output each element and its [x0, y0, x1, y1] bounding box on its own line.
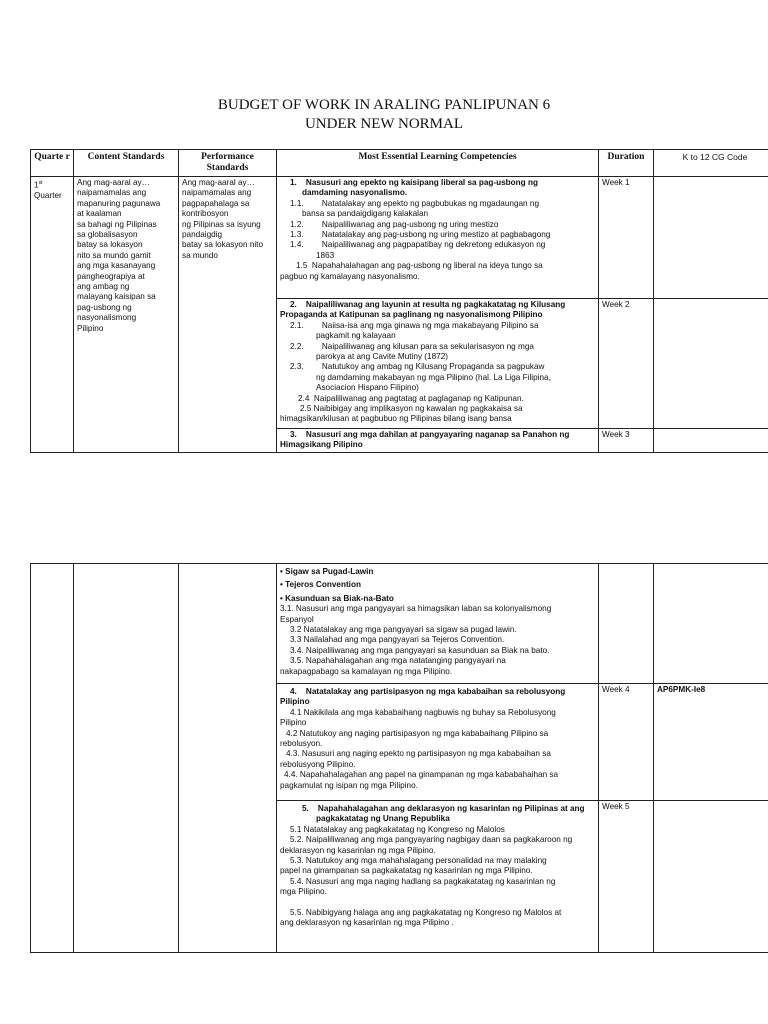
text-line: mga Pilipino. [280, 887, 327, 897]
text-line: ng Pilipinas sa isyung [182, 219, 261, 229]
text-line: malayang kaisipan sa [77, 292, 156, 302]
melc-cell-2 [277, 299, 599, 429]
text-line: 3. Nasusuri ang mga dahilan at pangyayaring naganap sa Panahon ng [290, 430, 570, 439]
text-line: pagkamulat ng isipan ng mga Pilipino. [280, 780, 418, 790]
text-line: Pilipino [280, 697, 310, 707]
table-row [31, 564, 768, 684]
title-line-1: BUDGET OF WORK IN ARALING PANLIPUNAN 6 [217, 97, 551, 113]
text-line: 3.5. Napahahalagahan ang mga natatanging pangyayari na [290, 656, 506, 666]
text-line: 3.3 Nailalahad ang mga pangyayari sa Tejeros Convention. [290, 635, 505, 645]
duration-cell: Week 3 [599, 429, 654, 453]
text-line: 1.4. Naipaliliwanag ang pagpapatibay ng dekretong edukasyon ng [290, 240, 546, 250]
text-line: 1863 [316, 250, 335, 260]
text-line: • Kasunduan sa Biak-na-Bato [280, 593, 394, 603]
content-standards-cell [74, 564, 179, 953]
header-melc: Most Essential Learning Competencies [277, 150, 599, 177]
text-line: 4. Natatalakay ang partisipasyon ng mga kababaihan sa rebolusyong [290, 687, 566, 696]
text-line: pangheograpiya at [77, 271, 145, 281]
text-line: pagkamit ng kalayaan [316, 331, 396, 341]
cg-code-cell: AP6PMK-Ie8 [654, 684, 768, 801]
melc-cell-1 [277, 177, 599, 299]
text-line: damdaming nasyonalismo. [302, 188, 408, 198]
text-line: pandaigdig [182, 230, 223, 240]
text-line: 4.4. Napahahalagahan ang papel na ginampanan ng mga kababahaihan sa [284, 770, 559, 780]
quarter-number: 1 [34, 180, 39, 190]
duration-cell: Week 2 [599, 299, 654, 429]
text-line: 5.3. Natutukoy ang mga mahahalagang personalidad na may malaking [290, 856, 547, 866]
content-standards-cell [74, 177, 179, 453]
text-line: batay sa lokasyon [77, 240, 143, 250]
text-line: mapanuring pagunawa [77, 198, 161, 208]
text-line: himagsikan/kilusan at pagbubuo ng Pilipinas bilang isang bansa [280, 414, 512, 424]
text-line: pag-usbong ng [77, 302, 132, 312]
cg-code-cell [654, 801, 768, 953]
text-line: 1.1. Natatalakay ang epekto ng pagbubukas ng mgadaungan ng [290, 198, 539, 208]
text-line: 4.1 Nakikilala ang mga kababaihang nagbuwis ng buhay sa Rebolusyong [290, 707, 556, 717]
text-line: 5. Napahahalagahan ang deklarasyon ng kasarinlan ng Pilipinas at ang [302, 804, 585, 813]
cg-code-cell [654, 429, 768, 453]
text-line: sa bahagi ng Pilipinas [77, 219, 157, 229]
duration-cell [599, 564, 654, 684]
header-quarter: Quarte r [31, 150, 74, 177]
title-line-2: UNDER NEW NORMAL [304, 116, 464, 132]
text-line: Pilipino [77, 323, 104, 333]
duration-cell: Week 1 [599, 177, 654, 299]
text-line: 5.1 Natatalakay ang pagkakatatag ng Kongreso ng Malolos [290, 824, 505, 834]
text-line: ng damdaming makabayan ng mga Pilipino (hal. La Liga Filipina, [316, 372, 551, 382]
table-row [31, 177, 768, 299]
text-line: Himagsikang Pilipino [280, 440, 363, 450]
header-row [31, 150, 768, 177]
duration-cell: Week 4 [599, 684, 654, 801]
text-line: naipamamalas ang [182, 188, 252, 198]
text-line: kontribosyon [182, 209, 229, 219]
text-line: Espanyol [280, 614, 314, 624]
text-line: 2.1. Naiisa-isa ang mga ginawa ng mga makabayang Pilipino sa [290, 320, 539, 330]
text-line: bansa sa pandaigdigang kalakalan [302, 209, 429, 219]
text-line: 2.3. Natutukoy ang ambag ng Kilusang Propaganda sa pagpukaw [290, 362, 545, 372]
header-duration: Duration [599, 150, 654, 177]
cg-code-cell [654, 564, 768, 684]
text-line: 2.4 Naipaliliwanag ang pagtatag at paglaganap ng Katipunan. [298, 393, 524, 403]
text-line: 1.2. Naipaliliwanag ang pag-usbong ng uring mestizo [290, 219, 499, 229]
melc-cell-3 [277, 429, 599, 453]
melc-cell-4 [277, 684, 599, 801]
text-line: papel na ginampanan sa pagkakatatag ng kasarinlan ng mga Pilipino. [280, 866, 533, 876]
melc-cell-3-continued [277, 564, 599, 684]
text-line: nito sa mundo gamit [77, 250, 151, 260]
text-line: pagbuo ng kamalayang nasyonalismo. [280, 271, 420, 281]
text-line: Asociacion Hispano Filipino) [316, 383, 419, 393]
text-line: parokya at ang Cavite Mutiny (1872) [316, 352, 448, 362]
text-line: pagpapahalaga sa [182, 198, 250, 208]
text-line: ang ambag ng [77, 282, 130, 292]
text-line [280, 898, 595, 908]
quarter-cell [31, 177, 74, 453]
text-line: rebolusyong Pilipino. [280, 759, 356, 769]
text-line: 2. Naipaliliwanag ang layunin at resulta ng pagkakatatag ng Kilusang [290, 300, 566, 309]
text-line: 2.2. Naipaliliwanag ang kilusan para sa sekularisasyon ng mga [290, 341, 534, 351]
text-line: Pilipino [280, 718, 307, 728]
quarter-label: Quarter [34, 191, 62, 201]
duration-cell: Week 5 [599, 801, 654, 953]
text-line: sa mundo [182, 250, 218, 260]
text-line: 5.4. Nasusuri ang mga naging hadlang sa pagkakatatag ng kasarinlan ng [290, 876, 556, 886]
text-line: 1.3. Natatalakay ang pag-usbong ng uring mestizo at pagbabagong [290, 230, 551, 240]
text-line: rebolusyon. [280, 739, 323, 749]
text-line: • Tejeros Convention [280, 580, 361, 590]
text-line: batay sa lokasyon nito [182, 240, 264, 250]
budget-table-page-2 [30, 563, 768, 953]
budget-table-page-1 [30, 149, 768, 453]
text-line: • Sigaw sa Pugad-Lawin [280, 567, 374, 576]
text-line: ang mga kasanayang [77, 261, 156, 271]
text-line: Ang mag-aaral ay… [182, 178, 255, 187]
performance-standards-cell [179, 564, 277, 953]
text-line: Propaganda at Katipunan sa paglinang ng nasyonalismong Pilipino [280, 310, 543, 320]
text-line: Ang mag-aaral ay… [77, 178, 150, 187]
text-line: nasyonalismong [77, 313, 137, 323]
text-line: ang deklarasyon ng kasarinlan ng mga Pilipino . [280, 918, 454, 928]
text-line: 3.2 Natatalakay ang mga pangyayari sa sigaw sa pugad lawin. [290, 625, 517, 635]
cg-code-cell [654, 299, 768, 429]
quarter-suffix: st [38, 180, 43, 186]
text-line: 3.1. Nasusuri ang mga pangyayari sa himagsikan laban sa kolonyalismong [280, 604, 552, 614]
text-line: 4.3. Nasusuri ang naging epekto ng partisipasyon ng mga kababaihan sa [286, 749, 551, 759]
text-line: 1.5 Napahahalahagan ang pag-usbong ng liberal na ideya tungo sa [296, 261, 543, 271]
text-line: sa globalisasyon [77, 230, 138, 240]
performance-standards-cell [179, 177, 277, 453]
document-title [0, 96, 768, 134]
text-line: 3.4. Naipaliliwanag ang mga pangyayari sa kasunduan sa Biak na bato. [290, 645, 550, 655]
quarter-cell [31, 564, 74, 953]
text-line: nakapagpabago sa kamalayan ng mga Pilipino. [280, 666, 453, 676]
text-line: naipamamalas ang [77, 188, 147, 198]
text-line: 1. Nasusuri ang epekto ng kaisipang liberal sa pag-usbong ng [290, 178, 538, 187]
text-line: 4.2 Natutukoy ang naging partisipasyon ng mga kababaihang Pilipino sa [286, 728, 549, 738]
cg-code-cell [654, 177, 768, 299]
text-line: pagkakatatag ng Unang Republika [316, 814, 450, 824]
header-cg-code: K to 12 CG Code [654, 150, 768, 177]
text-line: deklarasyon ng kasarinlan ng mga Pilipino. [280, 845, 436, 855]
text-line: 2.5 Naibibigay ang implikasyon ng kawalan ng pagkakaisa sa [300, 404, 523, 414]
header-performance-standards: Performance Standards [179, 150, 277, 177]
text-line: 5.5. Nabibigyang halaga ang ang pagkakatatag ng Kongreso ng Malolos at [290, 908, 562, 918]
header-content-standards: Content Standards [74, 150, 179, 177]
text-line: at kaalaman [77, 209, 122, 219]
text-line: 5.2. Naipaliliwanag ang mga pangyayaring nagbigay daan sa pagkakaroon ng [290, 835, 573, 845]
melc-cell-5 [277, 801, 599, 953]
